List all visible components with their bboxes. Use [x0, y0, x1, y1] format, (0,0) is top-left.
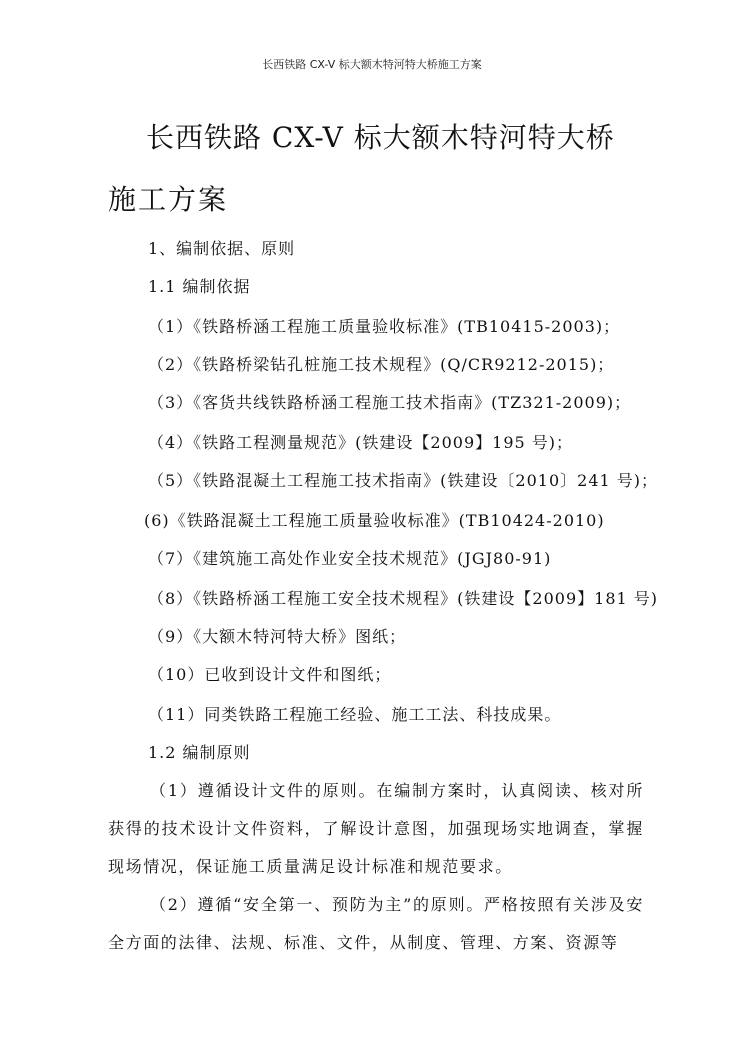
- document-title-line1: 长西铁路 CX-V 标大额木特河特大桥: [146, 121, 615, 154]
- basis-item: （5）《铁路混凝土工程施工技术指南》(铁建设〔2010〕241 号)；: [148, 471, 659, 490]
- principle-paragraph: （2）遵循“安全第一、预防为主”的原则。严格按照有关涉及安全方面的法律、法规、标准、文件，从制度、管理、方案、资源等: [108, 895, 644, 952]
- running-header: 长西铁路 CX-V 标大额木特河特大桥施工方案: [262, 58, 482, 71]
- basis-item: （1）《铁路桥涵工程施工质量验收标准》(TB10415-2003)；: [148, 317, 621, 336]
- document-title-line2: 施工方案: [108, 183, 229, 216]
- basis-item: （7）《建筑施工高处作业安全技术规范》(JGJ80-91): [148, 549, 552, 568]
- subsection-heading-principles: 1.2 编制原则: [148, 743, 251, 762]
- basis-item: (6)《铁路混凝土工程施工质量验收标准》(TB10424-2010): [144, 511, 605, 530]
- section-heading: 1、编制依据、原则: [148, 239, 296, 258]
- basis-item: （3）《客货共线铁路桥涵工程施工技术指南》(TZ321-2009)；: [148, 393, 632, 412]
- basis-item: （8）《铁路桥涵工程施工安全技术规程》(铁建设【2009】181 号): [148, 589, 659, 608]
- principle-paragraph: （1）遵循设计文件的原则。在编制方案时，认真阅读、核对所获得的技术设计文件资料，了解设计意图，加强现场实地调查，掌握现场情况，保证施工质量满足设计标准和规范要求。: [108, 781, 644, 876]
- subsection-heading-basis: 1.1 编制依据: [148, 277, 251, 296]
- basis-item: （4）《铁路工程测量规范》(铁建设【2009】195 号)；: [148, 433, 574, 452]
- basis-item: （10）已收到设计文件和图纸；: [148, 665, 392, 684]
- basis-item: （2）《铁路桥梁钻孔桩施工技术规程》(Q/CR9212-2015)；: [148, 355, 615, 374]
- basis-item: （9）《大额木特河特大桥》图纸；: [148, 627, 407, 646]
- basis-item: （11）同类铁路工程施工经验、施工工法、科技成果。: [148, 705, 562, 724]
